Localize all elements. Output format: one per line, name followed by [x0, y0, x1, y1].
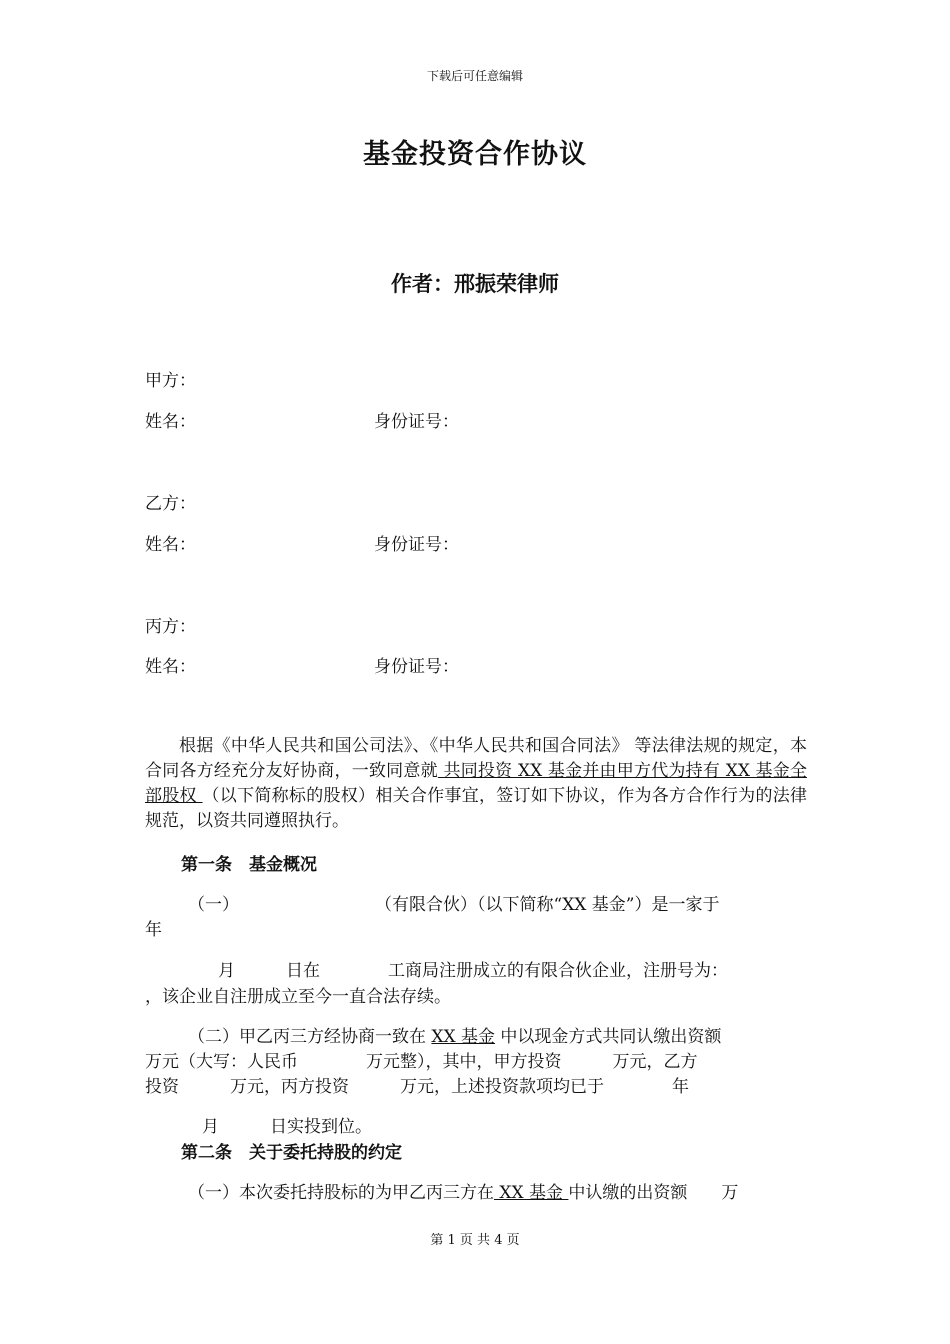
article-1-p2-line2: 万元（大写：人民币 万元整），其中，甲方投资 万元，乙方 — [145, 1052, 698, 1072]
article-1-p1-line2: 年 — [145, 920, 162, 940]
party-b-label: 乙方： — [145, 494, 196, 514]
intro-text-2: （以下简称标的股权）相关合作事宜，签订如下协议，作为各方合作行为的法律规范，以资共同遵照执行。 — [145, 786, 808, 831]
header-note: 下载后可任意编辑 — [426, 69, 523, 83]
party-a-name-label: 姓名： — [145, 412, 196, 432]
party-a-label: 甲方： — [145, 371, 196, 391]
article-1-p2-text-b: 中以现金方式共同认缴出资额 — [495, 1027, 722, 1047]
party-a-id-label: 身份证号： — [374, 412, 459, 432]
intro-underlined-text: 共同投资 XX 基金并由甲方代为持有 XX 基金全部股权 — [145, 761, 808, 806]
document-title: 基金投资合作协议 — [363, 139, 587, 170]
article-1-p2-underlined: XX 基金 — [431, 1027, 496, 1047]
article-1-heading: 第一条 基金概况 — [181, 855, 317, 875]
page-footer: 第 1 页 共 4 页 — [430, 1233, 520, 1248]
article-2-heading: 第二条 关于委托持股的约定 — [181, 1143, 402, 1163]
party-b-id-label: 身份证号： — [374, 535, 459, 555]
article-1-p2-line4: 月 日实投到位。 — [202, 1117, 372, 1137]
intro-text-1: 根据《中华人民共和国公司法》、《中华人民共和国合同法》 等法律法规的规定，本合同各方经充分友好协商，一致同意就 — [145, 736, 807, 781]
article-1-p2-line3: 投资 万元，丙方投资 万元，上述投资款项均已于 年 — [145, 1077, 689, 1097]
intro-paragraph — [145, 734, 807, 834]
article-2-p1-text-a: （一）本次委托持股标的为甲乙丙三方在 — [188, 1183, 494, 1203]
article-2-p1-underlined: XX 基金 — [494, 1183, 569, 1203]
document-author: 作者：邢振荣律师 — [391, 272, 559, 296]
article-1-p1-line3: 月 日在 工商局注册成立的有限合伙企业，注册号为： — [218, 961, 728, 981]
article-1-p1-line1: （一） （有限合伙）（以下简称“XX 基金”）是一家于 — [188, 895, 720, 915]
article-1-p1-line4: ，该企业自注册成立至今一直合法存续。 — [145, 987, 451, 1007]
party-c-id-label: 身份证号： — [374, 657, 459, 677]
article-2-p1-line1 — [188, 1178, 738, 1203]
article-1-p2-line1 — [188, 1022, 721, 1047]
party-c-label: 丙方： — [145, 617, 196, 637]
party-c-name-label: 姓名： — [145, 657, 196, 677]
article-2-p1-text-b: 中认缴的出资额 万 — [568, 1183, 739, 1203]
party-b-name-label: 姓名： — [145, 535, 196, 555]
article-1-p2-text-a: （二）甲乙丙三方经协商一致在 — [188, 1027, 432, 1047]
